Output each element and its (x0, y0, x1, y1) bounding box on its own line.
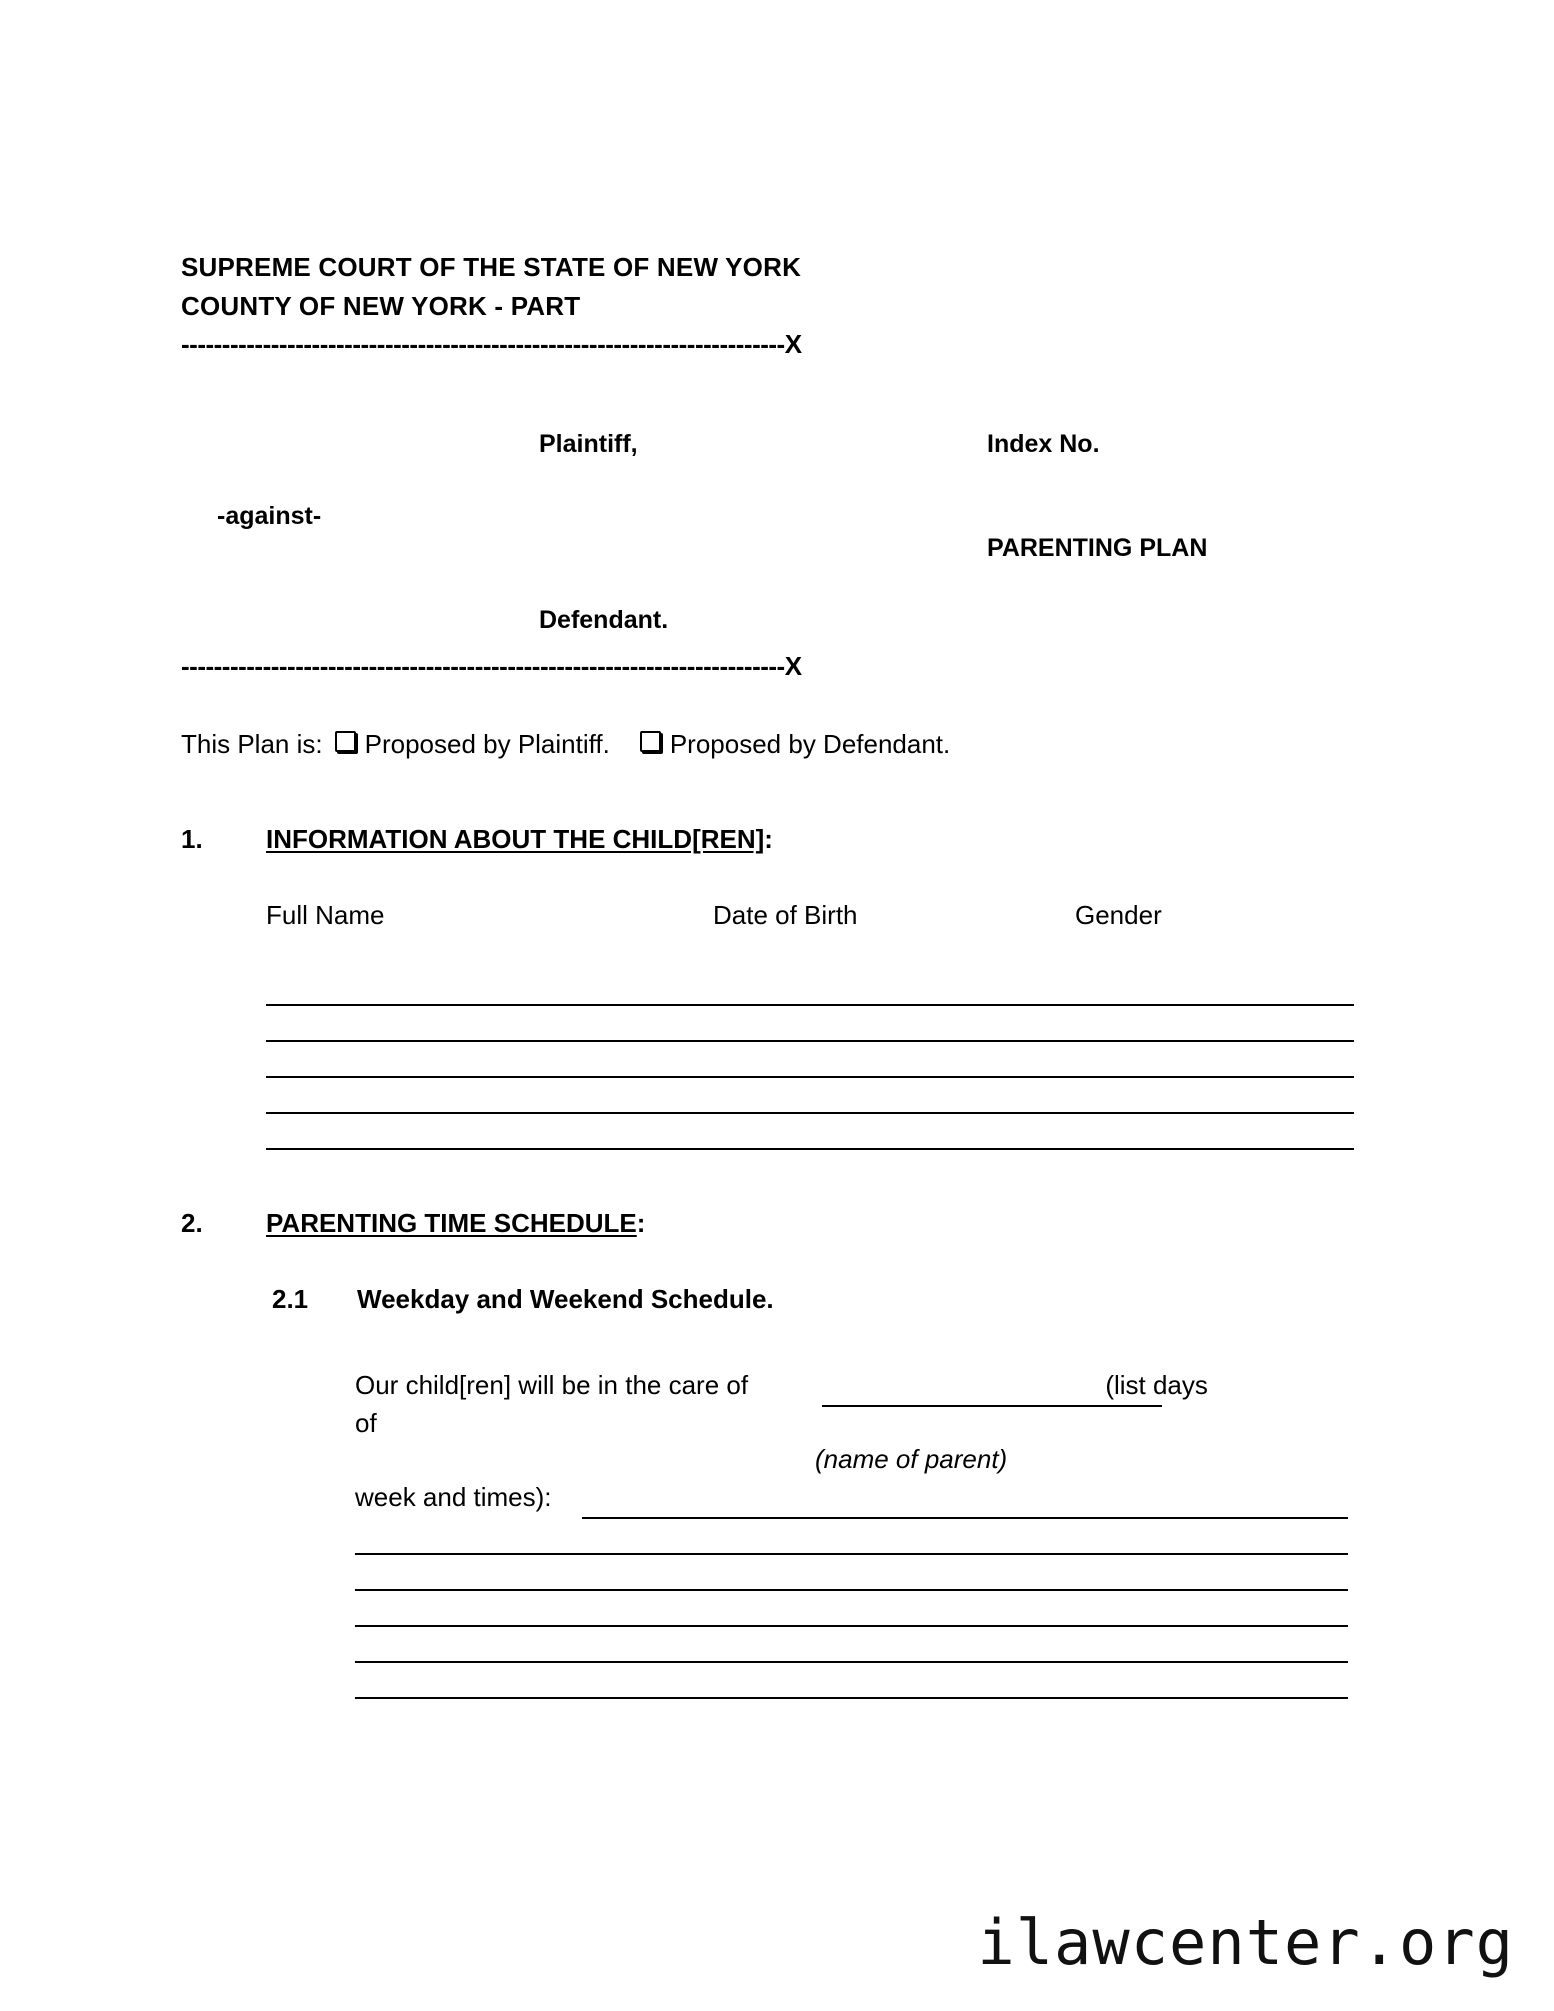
section-2-1-number: 2.1 (272, 1284, 309, 1314)
caption-rule-bottom: --------------------------------------------------------------------------X (181, 651, 802, 681)
care-of-sentence-cont: of (355, 1408, 377, 1438)
section-2-title-colon: : (636, 1208, 646, 1238)
children-table-headers (181, 900, 1381, 940)
section-1-title (266, 824, 773, 855)
county-part-line: COUNTY OF NEW YORK - PART (181, 291, 581, 321)
section-2-title-text: PARENTING TIME SCHEDULE (266, 1208, 637, 1238)
child-info-blank-line[interactable] (266, 1148, 1354, 1150)
plan-is-label: This Plan is: (181, 729, 323, 759)
checkbox-proposed-by-defendant-icon[interactable] (640, 731, 661, 752)
section-1-number: 1. (181, 824, 203, 854)
column-header-date-of-birth: Date of Birth (713, 900, 858, 930)
index-no-label: Index No. (987, 430, 1100, 458)
checkbox-proposed-by-plaintiff-icon[interactable] (335, 731, 356, 752)
list-days-tail: (list days (1105, 1370, 1208, 1400)
column-header-gender: Gender (1075, 900, 1162, 930)
column-header-full-name: Full Name (266, 900, 385, 930)
section-2-number: 2. (181, 1208, 203, 1238)
name-of-parent-caption: (name of parent) (815, 1444, 1008, 1474)
proposed-by-defendant-label: Proposed by Defendant. (669, 729, 951, 759)
defendant-label: Defendant. (539, 606, 669, 634)
child-info-blank-line[interactable] (266, 1004, 1354, 1006)
schedule-blank-line[interactable] (355, 1625, 1348, 1627)
week-and-times-label: week and times): (355, 1482, 552, 1512)
against-label: -against- (217, 502, 322, 530)
caption-rule-top: --------------------------------------------------------------------------X (181, 329, 802, 359)
court-caption (181, 248, 1381, 362)
schedule-blank-line[interactable] (355, 1697, 1348, 1699)
court-name-line: SUPREME COURT OF THE STATE OF NEW YORK (181, 252, 802, 282)
care-of-sentence (355, 1370, 1208, 1401)
plan-proposed-by-row (181, 729, 978, 760)
name-of-parent-input-line[interactable] (822, 1405, 1162, 1407)
section-2-1-title: Weekday and Weekend Schedule. (357, 1284, 774, 1314)
schedule-blank-line[interactable] (355, 1661, 1348, 1663)
parties-block (181, 430, 1381, 680)
section-2-title (266, 1208, 645, 1239)
site-watermark: ilawcenter.org (977, 1906, 1514, 1979)
section-1-title-colon: : (764, 824, 773, 854)
child-info-blank-line[interactable] (266, 1076, 1354, 1078)
care-of-text: Our child[ren] will be in the care of (355, 1370, 749, 1400)
child-info-blank-line[interactable] (266, 1112, 1354, 1114)
child-info-blank-line[interactable] (266, 1040, 1354, 1042)
parenting-plan-title: PARENTING PLAN (987, 534, 1208, 562)
proposed-by-plaintiff-label: Proposed by Plaintiff. (364, 729, 610, 759)
week-and-times-input-line[interactable] (582, 1517, 1348, 1519)
plaintiff-label: Plaintiff, (539, 430, 638, 458)
schedule-blank-line[interactable] (355, 1553, 1348, 1555)
schedule-blank-line[interactable] (355, 1589, 1348, 1591)
section-1-title-text: INFORMATION ABOUT THE CHILD[REN] (266, 824, 765, 854)
